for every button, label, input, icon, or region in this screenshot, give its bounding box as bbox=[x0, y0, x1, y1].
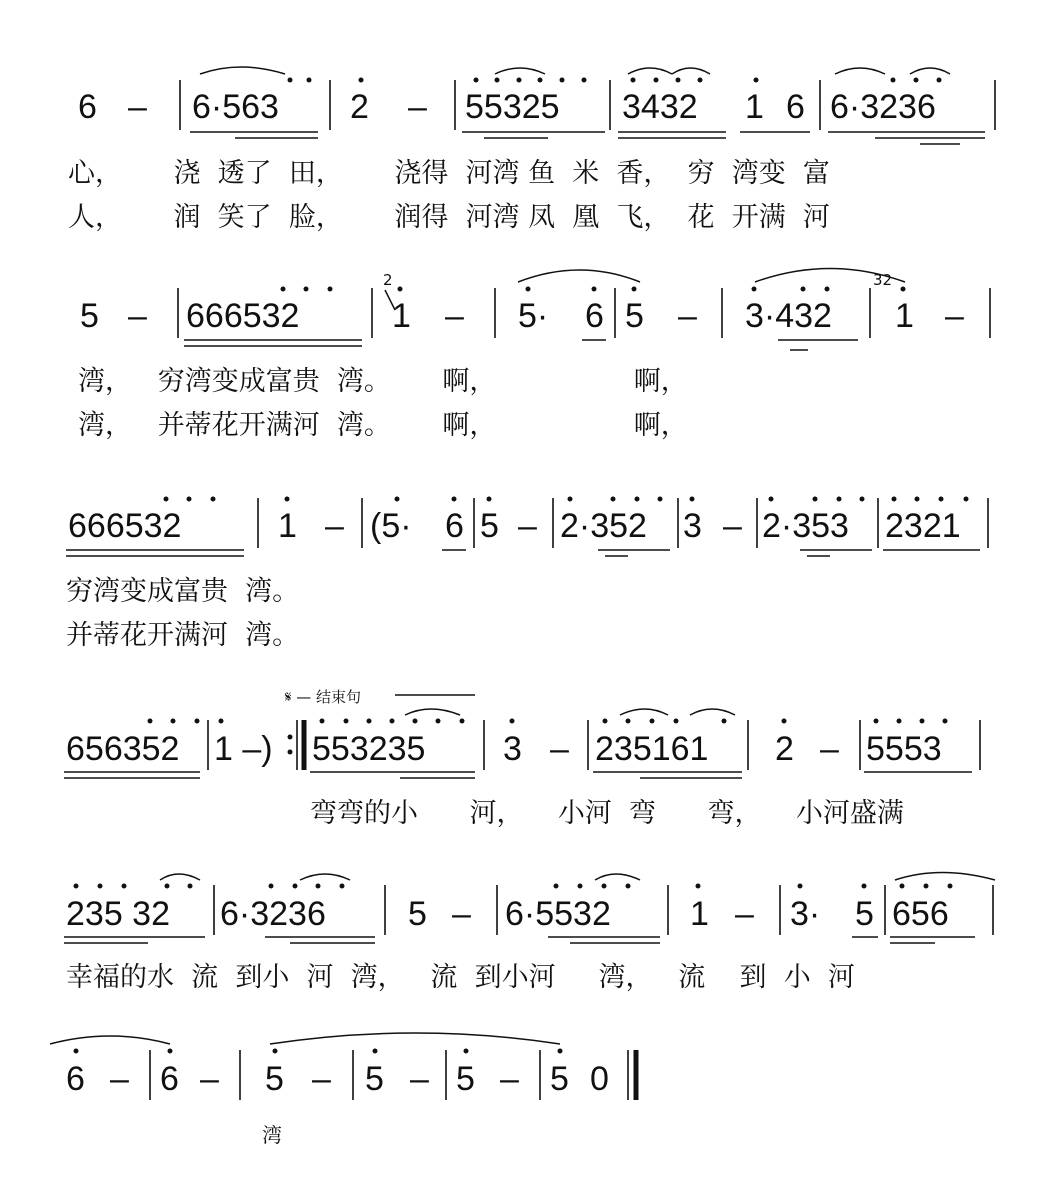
svg-text:1: 1 bbox=[690, 895, 709, 933]
svg-text:55325: 55325 bbox=[465, 88, 560, 126]
svg-text:–: – bbox=[550, 730, 569, 768]
lyric-row-6: 湾 bbox=[262, 1123, 282, 1147]
lyric-row-5: 幸福的水 流 到小 河 湾， 流 到小河 湾， 流 到 小 河 bbox=[66, 962, 855, 993]
svg-text:2·353: 2·353 bbox=[762, 507, 849, 545]
svg-text:5: 5 bbox=[365, 1060, 384, 1098]
svg-text:–: – bbox=[128, 88, 147, 126]
staff-row-1 bbox=[78, 67, 995, 144]
grace-note-1: 2 bbox=[383, 271, 393, 289]
svg-text:–: – bbox=[735, 895, 754, 933]
lyric-row-2-verse-1: 湾， 穷湾变成富贵 湾。 啊， 啊， bbox=[78, 366, 688, 397]
svg-text:(5·: (5· bbox=[370, 507, 412, 545]
svg-text:5: 5 bbox=[480, 507, 499, 545]
svg-text:6: 6 bbox=[585, 297, 604, 335]
lyric-row-3-verse-1: 穷湾变成富贵 湾。 bbox=[66, 576, 300, 607]
grace-note-2: 32 bbox=[873, 271, 893, 289]
lyric-row-4: 弯弯的小 河， 小河 弯 弯， 小河盛满 bbox=[310, 798, 904, 829]
svg-text:–: – bbox=[945, 297, 964, 335]
svg-text:6·3236: 6·3236 bbox=[220, 895, 326, 933]
svg-text:–: – bbox=[200, 1060, 219, 1098]
svg-text:553235: 553235 bbox=[312, 730, 426, 768]
svg-text:6: 6 bbox=[786, 88, 805, 126]
staff-row-6 bbox=[50, 1033, 636, 1100]
svg-text:666532: 666532 bbox=[186, 297, 300, 335]
svg-text:3432: 3432 bbox=[622, 88, 698, 126]
svg-text:6: 6 bbox=[66, 1060, 85, 1098]
svg-text:–: – bbox=[518, 507, 537, 545]
svg-text:666532: 666532 bbox=[68, 507, 182, 545]
staff-row-2 bbox=[80, 269, 990, 351]
svg-text:–: – bbox=[445, 297, 464, 335]
svg-text:5: 5 bbox=[408, 895, 427, 933]
lyric-row-1-verse-2: 人， 润 笑了 脸， 润得 河湾 凤 凰 飞， 花 开满 河 bbox=[68, 202, 830, 233]
svg-text:656352: 656352 bbox=[66, 730, 180, 768]
lyric-row-1-verse-1: 心， 浇 透了 田， 浇得 河湾 鱼 米 香， 穷 湾变 富 bbox=[68, 158, 830, 189]
svg-text:–: – bbox=[408, 88, 427, 126]
svg-text:3: 3 bbox=[683, 507, 702, 545]
svg-text:1: 1 bbox=[278, 507, 297, 545]
svg-text:6·5532: 6·5532 bbox=[505, 895, 611, 933]
svg-text:6: 6 bbox=[78, 88, 97, 126]
svg-text:–: – bbox=[128, 297, 147, 335]
svg-text:–: – bbox=[820, 730, 839, 768]
svg-text:2: 2 bbox=[775, 730, 794, 768]
svg-text:–: – bbox=[723, 507, 742, 545]
svg-text:6·563: 6·563 bbox=[192, 88, 279, 126]
svg-text:1 –): 1 –) bbox=[214, 730, 273, 768]
svg-text:235161: 235161 bbox=[595, 730, 709, 768]
svg-text:5: 5 bbox=[80, 297, 99, 335]
staff-row-4 bbox=[64, 688, 980, 778]
svg-text:–: – bbox=[678, 297, 697, 335]
svg-text:–: – bbox=[312, 1060, 331, 1098]
svg-text:2321: 2321 bbox=[885, 507, 961, 545]
svg-text:2: 2 bbox=[350, 88, 369, 126]
svg-text:1: 1 bbox=[392, 297, 411, 335]
svg-text:5: 5 bbox=[265, 1060, 284, 1098]
svg-text:–: – bbox=[452, 895, 471, 933]
svg-text:2·352: 2·352 bbox=[560, 507, 647, 545]
staff-row-3 bbox=[66, 497, 988, 557]
svg-text:5: 5 bbox=[625, 297, 644, 335]
segno-ending-marker: 𝄋 — 结束句 bbox=[285, 688, 361, 706]
svg-text:–: – bbox=[500, 1060, 519, 1098]
lyric-row-2-verse-2: 湾， 并蒂花开满河 湾。 啊， 啊， bbox=[78, 410, 688, 441]
svg-text:5·: 5· bbox=[518, 297, 549, 335]
svg-text:–: – bbox=[110, 1060, 129, 1098]
svg-text:3: 3 bbox=[503, 730, 522, 768]
svg-text:656: 656 bbox=[892, 895, 949, 933]
svg-text:3·: 3· bbox=[790, 895, 821, 933]
svg-text:–: – bbox=[410, 1060, 429, 1098]
svg-text:0: 0 bbox=[590, 1060, 609, 1098]
staff-row-5 bbox=[64, 873, 995, 944]
svg-text:1: 1 bbox=[745, 88, 764, 126]
svg-text:6: 6 bbox=[445, 507, 464, 545]
svg-text:3·432: 3·432 bbox=[745, 297, 832, 335]
svg-text:5: 5 bbox=[550, 1060, 569, 1098]
svg-text:1: 1 bbox=[895, 297, 914, 335]
svg-text:6·3236: 6·3236 bbox=[830, 88, 936, 126]
svg-text:–: – bbox=[325, 507, 344, 545]
svg-text:5: 5 bbox=[456, 1060, 475, 1098]
svg-text:235 32: 235 32 bbox=[66, 895, 170, 933]
lyric-row-3-verse-2: 并蒂花开满河 湾。 bbox=[66, 620, 300, 651]
svg-text:5: 5 bbox=[855, 895, 874, 933]
svg-text:5553: 5553 bbox=[866, 730, 942, 768]
svg-text:6: 6 bbox=[160, 1060, 179, 1098]
